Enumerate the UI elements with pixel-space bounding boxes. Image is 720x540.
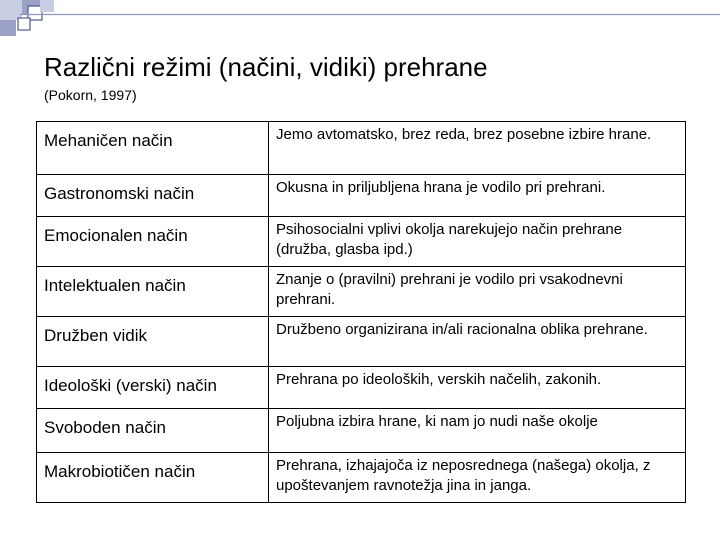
row-description-cell: Jemo avtomatsko, brez reda, brez posebne izbire hrane. [269,122,686,175]
diet-modes-table [36,121,686,503]
deco-square-1 [0,0,22,20]
row-description-cell: Poljubna izbira hrane, ki nam jo nudi naše okolje [269,409,686,453]
deco-square-5 [18,18,30,30]
row-description-cell: Znanje o (pravilni) prehrani je vodilo pri vsakodnevni prehrani. [269,267,686,317]
page-title: Različni režimi (načini, vidiki) prehrane [44,52,488,82]
deco-square-6 [40,0,54,12]
row-description-cell: Okusna in priljubljena hrana je vodilo pri prehrani. [269,175,686,217]
row-description-cell: Psihosocialni vplivi okolja narekujejo način prehrane (družba, glasba ipd.) [269,217,686,267]
table-row [37,122,686,175]
row-name-cell: Emocionalen način [37,217,269,267]
deco-square-2 [0,20,16,36]
row-name-cell: Družben vidik [37,317,269,367]
row-name-cell: Makrobiotičen način [37,453,269,503]
table-row [37,267,686,317]
table-row [37,175,686,217]
row-description-cell: Prehrana, izhajajoča iz neposrednega (našega) okolja, z upoštevanjem ravnotežja jina in janga. [269,453,686,503]
row-name-cell: Mehaničen način [37,122,269,175]
page-subtitle: (Pokorn, 1997) [44,87,137,103]
row-name-cell: Svoboden način [37,409,269,453]
row-description-cell: Družbeno organizirana in/ali racionalna oblika prehrane. [269,317,686,367]
decorative-header-squares [0,0,720,40]
table-row [37,317,686,367]
table-row [37,409,686,453]
table-row [37,453,686,503]
row-description-cell: Prehrana po ideoloških, verskih načelih, zakonih. [269,367,686,409]
row-name-cell: Gastronomski način [37,175,269,217]
row-name-cell: Ideološki (verski) način [37,367,269,409]
table-row [37,367,686,409]
row-name-cell: Intelektualen način [37,267,269,317]
table-row [37,217,686,267]
